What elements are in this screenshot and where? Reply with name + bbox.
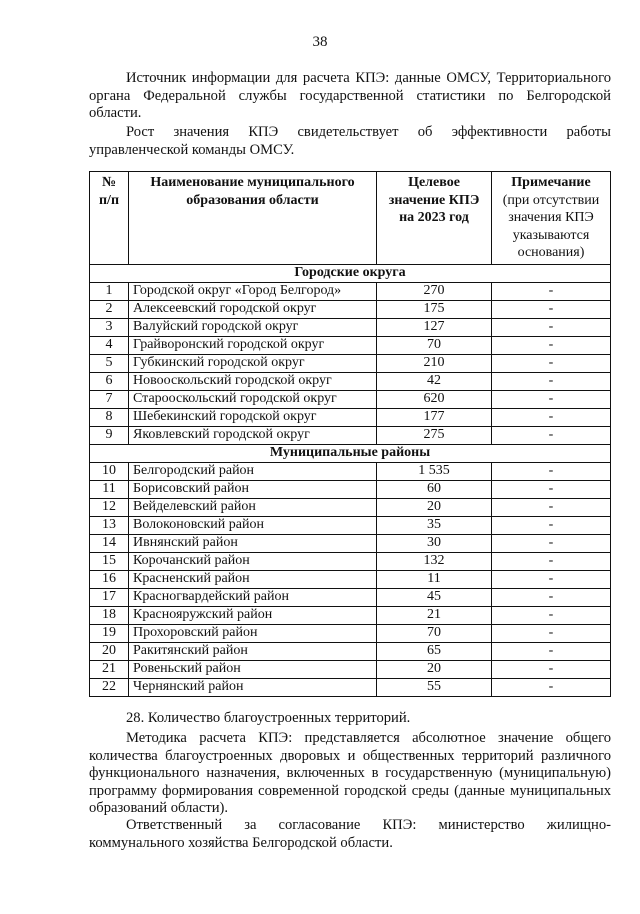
row-number: 10 bbox=[90, 462, 129, 480]
row-name: Яковлевский городской округ bbox=[129, 426, 377, 444]
row-number: 5 bbox=[90, 354, 129, 372]
row-note: - bbox=[492, 516, 611, 534]
item-28-paragraph: 28. Количество благоустроенных территорий. bbox=[126, 710, 411, 726]
row-note: - bbox=[492, 408, 611, 426]
row-number: 7 bbox=[90, 390, 129, 408]
row-note: - bbox=[492, 480, 611, 498]
row-note: - bbox=[492, 282, 611, 300]
row-name: Красногвардейский район bbox=[129, 588, 377, 606]
section-title: Городские округа bbox=[90, 264, 611, 282]
row-name: Борисовский район bbox=[129, 480, 377, 498]
row-name: Старооскольский городской округ bbox=[129, 390, 377, 408]
table-row bbox=[90, 516, 611, 534]
row-name: Грайворонский городской округ bbox=[129, 336, 377, 354]
table-row bbox=[90, 588, 611, 606]
row-target-value: 270 bbox=[377, 282, 492, 300]
row-number: 15 bbox=[90, 552, 129, 570]
header-target: Целевое значение КПЭ на 2023 год bbox=[377, 172, 492, 265]
source-paragraph: Источник информации для расчета КПЭ: данные ОМСУ, Территориального органа Федеральной службы государственной статистики по Белгородской области. bbox=[89, 70, 611, 121]
row-number: 2 bbox=[90, 300, 129, 318]
row-name: Новооскольский городской округ bbox=[129, 372, 377, 390]
table-row bbox=[90, 624, 611, 642]
row-target-value: 127 bbox=[377, 318, 492, 336]
row-note: - bbox=[492, 570, 611, 588]
row-name: Корочанский район bbox=[129, 552, 377, 570]
row-name: Прохоровский район bbox=[129, 624, 377, 642]
row-target-value: 21 bbox=[377, 606, 492, 624]
method-paragraph: Методика расчета КПЭ: представляется абсолютное значение общего количества благоустроенных дворовых и общественных территорий различного функционального назначения, включенных в государственную (муниципальную) программу формирования современной городской среды (данные муниципальных образований области). bbox=[89, 730, 611, 816]
row-number: 8 bbox=[90, 408, 129, 426]
table-row bbox=[90, 462, 611, 480]
row-note: - bbox=[492, 606, 611, 624]
row-name: Городской округ «Город Белгород» bbox=[129, 282, 377, 300]
row-number: 11 bbox=[90, 480, 129, 498]
row-note: - bbox=[492, 354, 611, 372]
row-target-value: 132 bbox=[377, 552, 492, 570]
table-row bbox=[90, 318, 611, 336]
table-row bbox=[90, 354, 611, 372]
row-target-value: 210 bbox=[377, 354, 492, 372]
row-number: 1 bbox=[90, 282, 129, 300]
section-row bbox=[90, 444, 611, 462]
page-number: 38 bbox=[312, 34, 328, 50]
row-number: 9 bbox=[90, 426, 129, 444]
row-target-value: 20 bbox=[377, 660, 492, 678]
row-target-value: 1 535 bbox=[377, 462, 492, 480]
row-note: - bbox=[492, 534, 611, 552]
section-row bbox=[90, 264, 611, 282]
row-note: - bbox=[492, 660, 611, 678]
row-number: 12 bbox=[90, 498, 129, 516]
growth-paragraph: Рост значения КПЭ свидетельствует об эффективности работы управленческой команды ОМСУ. bbox=[89, 124, 611, 158]
row-number: 4 bbox=[90, 336, 129, 354]
row-target-value: 42 bbox=[377, 372, 492, 390]
header-name: Наименование муниципального образования области bbox=[129, 172, 377, 265]
responsible-paragraph: Ответственный за согласование КПЭ: министерство жилищно-коммунального хозяйства Белгородской области. bbox=[89, 817, 611, 851]
row-target-value: 70 bbox=[377, 336, 492, 354]
row-number: 19 bbox=[90, 624, 129, 642]
row-name: Ровеньский район bbox=[129, 660, 377, 678]
row-name: Ивнянский район bbox=[129, 534, 377, 552]
row-target-value: 11 bbox=[377, 570, 492, 588]
row-note: - bbox=[492, 462, 611, 480]
row-target-value: 60 bbox=[377, 480, 492, 498]
row-name: Красненский район bbox=[129, 570, 377, 588]
table-row bbox=[90, 390, 611, 408]
row-note: - bbox=[492, 678, 611, 696]
table-row bbox=[90, 282, 611, 300]
header-note: Примечание (при отсутствии значения КПЭ указываются основания) bbox=[492, 172, 611, 265]
table-row bbox=[90, 372, 611, 390]
row-number: 6 bbox=[90, 372, 129, 390]
header-num: № п/п bbox=[90, 172, 129, 265]
table-row bbox=[90, 480, 611, 498]
row-name: Чернянский район bbox=[129, 678, 377, 696]
table-row bbox=[90, 336, 611, 354]
row-target-value: 620 bbox=[377, 390, 492, 408]
row-target-value: 45 bbox=[377, 588, 492, 606]
row-note: - bbox=[492, 642, 611, 660]
section-title: Муниципальные районы bbox=[90, 444, 611, 462]
row-number: 22 bbox=[90, 678, 129, 696]
row-number: 14 bbox=[90, 534, 129, 552]
table-row bbox=[90, 552, 611, 570]
row-target-value: 35 bbox=[377, 516, 492, 534]
table-row bbox=[90, 534, 611, 552]
table-body bbox=[90, 264, 611, 696]
row-target-value: 177 bbox=[377, 408, 492, 426]
row-note: - bbox=[492, 588, 611, 606]
row-target-value: 30 bbox=[377, 534, 492, 552]
row-note: - bbox=[492, 498, 611, 516]
table-row bbox=[90, 408, 611, 426]
row-number: 13 bbox=[90, 516, 129, 534]
row-name: Вейделевский район bbox=[129, 498, 377, 516]
row-note: - bbox=[492, 552, 611, 570]
table-row bbox=[90, 300, 611, 318]
row-number: 21 bbox=[90, 660, 129, 678]
row-number: 18 bbox=[90, 606, 129, 624]
row-number: 17 bbox=[90, 588, 129, 606]
row-note: - bbox=[492, 318, 611, 336]
row-target-value: 175 bbox=[377, 300, 492, 318]
row-target-value: 65 bbox=[377, 642, 492, 660]
table-row bbox=[90, 606, 611, 624]
table-row bbox=[90, 660, 611, 678]
row-name: Шебекинский городской округ bbox=[129, 408, 377, 426]
row-name: Белгородский район bbox=[129, 462, 377, 480]
table-row bbox=[90, 570, 611, 588]
row-note: - bbox=[492, 390, 611, 408]
row-note: - bbox=[492, 426, 611, 444]
row-name: Волоконовский район bbox=[129, 516, 377, 534]
row-name: Валуйский городской округ bbox=[129, 318, 377, 336]
table-header-row bbox=[90, 172, 611, 265]
row-target-value: 20 bbox=[377, 498, 492, 516]
row-note: - bbox=[492, 624, 611, 642]
row-target-value: 70 bbox=[377, 624, 492, 642]
row-number: 16 bbox=[90, 570, 129, 588]
table-row bbox=[90, 678, 611, 696]
row-name: Губкинский городской округ bbox=[129, 354, 377, 372]
row-note: - bbox=[492, 300, 611, 318]
row-note: - bbox=[492, 372, 611, 390]
kpe-table bbox=[89, 171, 611, 697]
table-row bbox=[90, 498, 611, 516]
row-note: - bbox=[492, 336, 611, 354]
row-number: 20 bbox=[90, 642, 129, 660]
row-name: Краснояружский район bbox=[129, 606, 377, 624]
row-target-value: 55 bbox=[377, 678, 492, 696]
row-name: Алексеевский городской округ bbox=[129, 300, 377, 318]
row-target-value: 275 bbox=[377, 426, 492, 444]
row-name: Ракитянский район bbox=[129, 642, 377, 660]
table-row bbox=[90, 426, 611, 444]
row-number: 3 bbox=[90, 318, 129, 336]
table-row bbox=[90, 642, 611, 660]
